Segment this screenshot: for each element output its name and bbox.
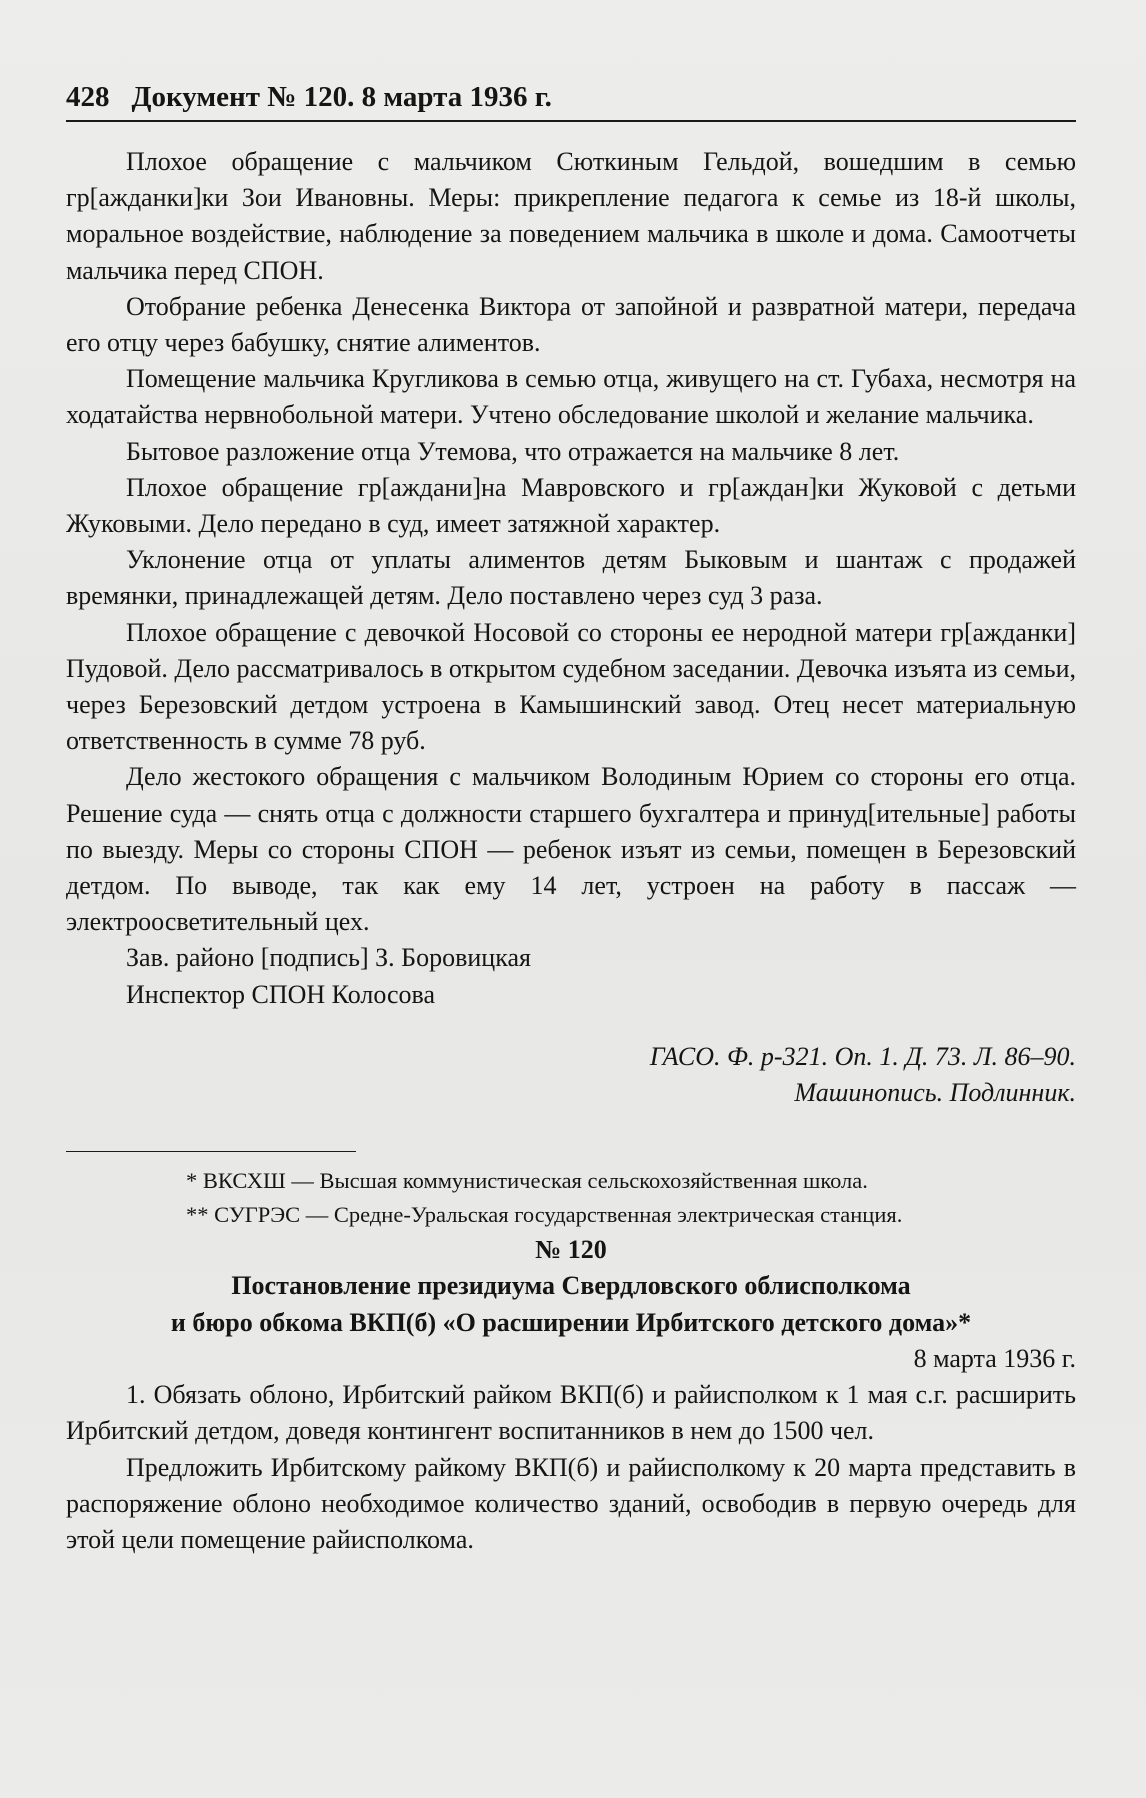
document-date: 8 марта 1936 г. <box>913 1343 1076 1373</box>
archival-source <box>66 1039 1076 1111</box>
paragraph: Помещение мальчика Кругликова в семью отца, живущего на ст. Губаха, несмотря на ходатайства нервнобольной матери. Учтено обследование школой и желание мальчика. <box>66 364 1076 430</box>
signature-line: Инспектор СПОН Колосова <box>126 979 436 1009</box>
footnote-separator <box>66 1151 356 1152</box>
document-title-line: и бюро обкома ВКП(б) «О расширении Ирбитского детского дома»* <box>170 1307 972 1337</box>
running-header <box>66 80 1076 122</box>
page-body <box>66 144 1076 1558</box>
paragraph: Предложить Ирбитскому райкому ВКП(б) и райисполкому к 20 марта представить в распоряжение облоно необходимое количество зданий, освободив в первую очередь для этой цели помещение райисполкома. <box>66 1452 1076 1554</box>
paragraph: Уклонение отца от уплаты алиментов детям Быковым и шантаж с продажей времянки, принадлежащей детям. Дело поставлено через суд 3 раза. <box>66 545 1076 611</box>
document-number: № 120 <box>535 1235 607 1265</box>
page-number: 428 <box>66 81 110 113</box>
document-title-line: Постановление президиума Свердловского облисполкома <box>231 1271 911 1301</box>
paragraph: Плохое обращение с мальчиком Сюткиным Гельдой, вошедшим в семью гр[ажданки]ки Зои Ивановны. Меры: прикрепление педагога к семье из 18-й школы, моральное воздействие, наблюдение за поведением мальчика в школе и дома. Самоотчеты мальчика перед СПОН. <box>66 147 1076 285</box>
footnote: ** СУГРЭС — Средне-Уральская государственная электрическая станция. <box>186 1202 903 1228</box>
paragraph: Плохое обращение гр[аждани]на Мавровского и гр[аждан]ки Жуковой с детьми Жуковыми. Дело передано в суд, имеет затяжной характер. <box>66 472 1076 539</box>
archive-reference: ГАСО. Ф. р-321. Оп. 1. Д. 73. Л. 86–90. <box>649 1041 1076 1071</box>
paragraph: 1. Обязать облоно, Ирбитский райком ВКП(б) и райисполком к 1 мая с.г. расширить Ирбитский детдом, доведя контингент воспитанников в нем до 1500 чел. <box>66 1380 1076 1446</box>
footnote: * ВКСХШ — Высшая коммунистическая сельскохозяйственная школа. <box>186 1168 868 1194</box>
paragraph: Плохое обращение с девочкой Носовой со стороны ее неродной матери гр[ажданки] Пудовой. Дело рассматривалось в открытом судебном заседании. Девочка изъята из семьи, через Березовский детдом устроена в Камышинский завод. Отец несет материальную ответственность в сумме 78 руб. <box>66 617 1076 756</box>
paragraph: Дело жестокого обращения с мальчиком Володиным Юрием со стороны его отца. Решение суда — снять отца с должности старшего бухгалтера и принуд[ительные] работы по выезду. Меры со стороны СПОН — ребенок изъят из семьи, помещен в Березовский детдом. По выводе, так как ему 14 лет, устроен на работу в пассаж — электроосветительный цех. <box>66 762 1076 937</box>
paragraph: Отобрание ребенка Денесенка Виктора от запойной и развратной матери, передача его отцу через бабушку, снятие алиментов. <box>66 291 1076 358</box>
running-title: Документ № 120. 8 марта 1936 г. <box>131 81 552 113</box>
signature-line: Зав. районо [подпись] З. Боровицкая <box>126 943 531 973</box>
paragraph: Бытовое разложение отца Утемова, что отражается на мальчике 8 лет. <box>126 436 900 466</box>
document-type: Машинопись. Подлинник. <box>794 1078 1076 1108</box>
